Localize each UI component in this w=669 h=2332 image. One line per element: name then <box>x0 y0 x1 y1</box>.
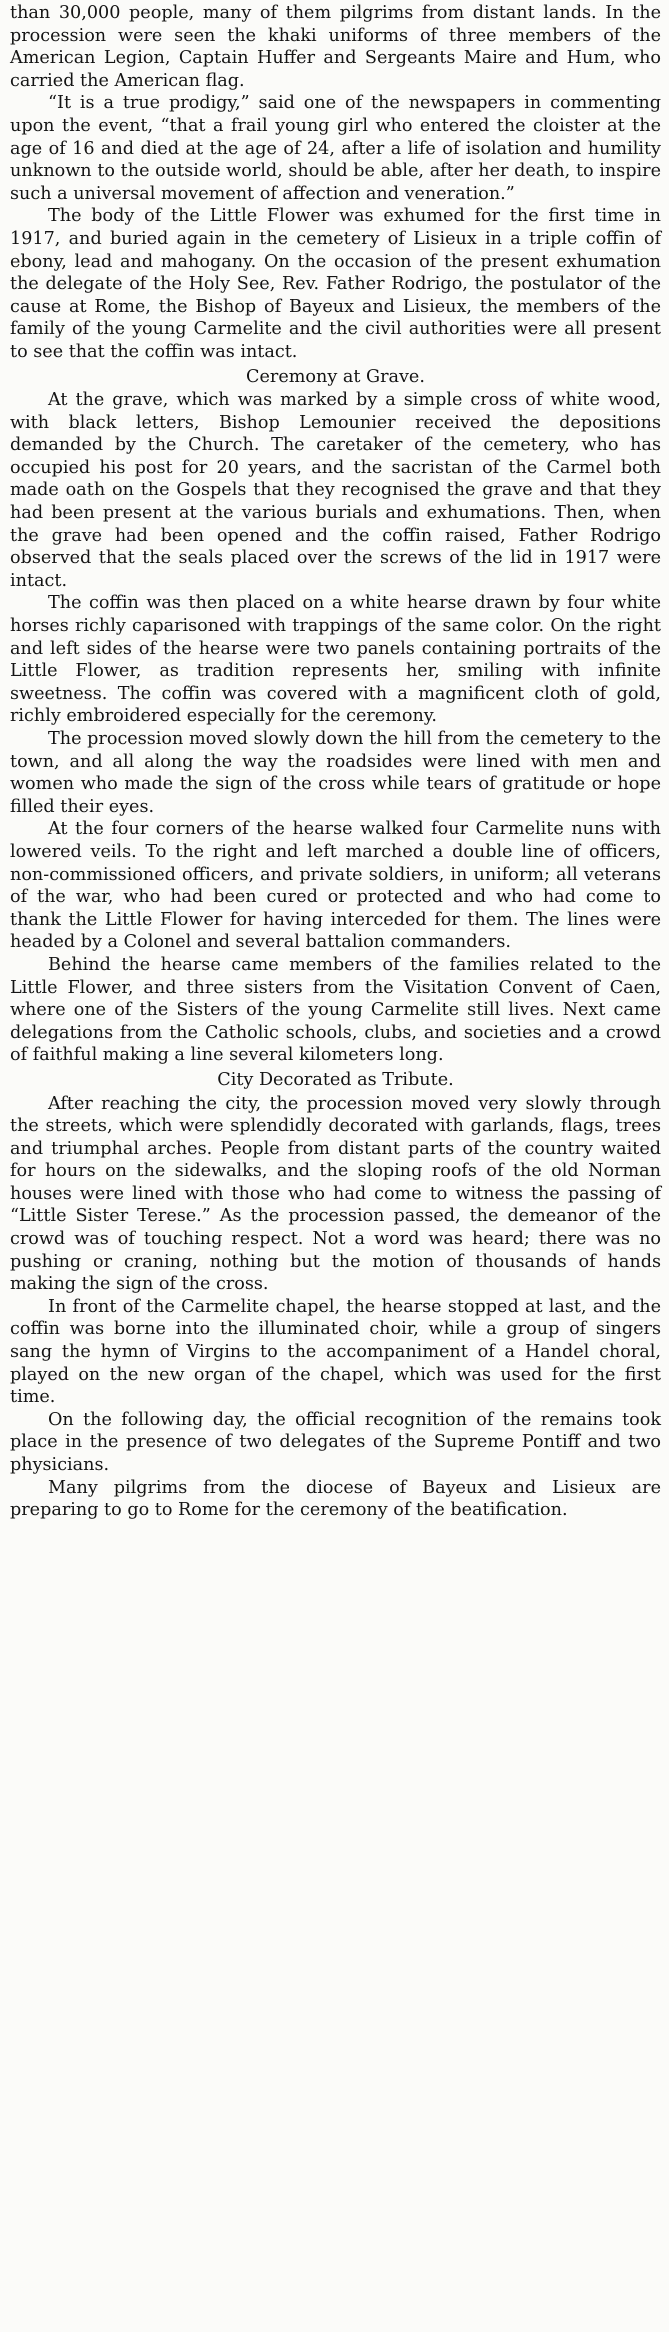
paragraph-carmelite-chapel: In front of the Carmelite chapel, the hearse stopped at last, and the coffin was borne into the illuminated choir, while a group of singers sang the hymn of Virgins to the accompaniment of a Handel choral, played on the new organ of the chapel, which was used for the first time. <box>10 1296 661 1408</box>
paragraph-procession-crowd: than 30,000 people, many of them pilgrims from distant lands. In the procession were seen the khaki uniforms of three members of the American Legion, Captain Huffer and Sergeants Maire and Hum, who carried the American flag. <box>10 3 661 91</box>
paragraph-grave-depositions: At the grave, which was marked by a simple cross of white wood, with black letters, Bishop Lemounier received the depositions demanded by the Church. The caretaker of the cemetery, who has occupied his post for 20 years, and the sacristan of the Carmel both made oath on the Gospels that they recognised the grave and that they had been present at the various burials and exhumations. Then, when the grave had been opened and the coffin raised, Father Rodrigo observed that the seals placed over the screws of the lid in 1917 were intact. <box>10 390 661 591</box>
paragraph-pilgrims-rome: Many pilgrims from the diocese of Bayeux and Lisieux are preparing to go to Rome for the ceremony of the beatification. <box>10 1477 661 1521</box>
subheading-city-decorated: City Decorated as Tribute. <box>217 1069 454 1090</box>
paragraph-procession-hill: The procession moved slowly down the hill from the cemetery to the town, and all along the way the roadsides were lined with men and women who made the sign of the cross while tears of gratitude or hope filled their eyes. <box>10 729 661 817</box>
paragraph-families: Behind the hearse came members of the families related to the Little Flower, and three sisters from the Visitation Convent of Caen, where one of the Sisters of the young Carmelite still lives. Next came delegations from the Catholic schools, clubs, and societies and a crowd of faithful making a line several kilometers long. <box>10 954 661 1066</box>
paragraph-official-recognition: On the following day, the official recognition of the remains took place in the presence of two delegates of the Supreme Pontiff and two physicians. <box>10 1409 661 1475</box>
subheading-ceremony-at-grave: Ceremony at Grave. <box>246 366 425 387</box>
paragraph-carmelite-nuns: At the four corners of the hearse walked four Carmelite nuns with lowered veils. To the right and left marched a double line of officers, non-commissioned officers, and private soldiers, in uniform; all veterans of the war, who had been cured or protected and who had come to thank the Little Flower for having interceded for them. The lines were headed by a Colonel and several battalion commanders. <box>10 819 661 953</box>
paragraph-newspaper-quote: “It is a true prodigy,” said one of the newspapers in commenting upon the event, “that a frail young girl who entered the cloister at the age of 16 and died at the age of 24, after a life of isolation and humility unknown to the outside world, should be able, after her death, to inspire such a universal movement of affection and veneration.” <box>10 93 661 204</box>
paragraph-city-streets: After reaching the city, the procession moved very slowly through the streets, which were splendidly decorated with garlands, flags, trees and triumphal arches. People from distant parts of the country waited for hours on the sidewalks, and the sloping roofs of the old Norman houses were lined with those who had come to witness the passing of “Little Sister Terese.” As the procession passed, the demeanor of the crowd was of touching respect. Not a word was heard; there was no pushing or craning, nothing but the motion of thousands of hands making the sign of the cross. <box>10 1093 661 1295</box>
paragraph-exhumation: The body of the Little Flower was exhumed for the first time in 1917, and buried again in the cemetery of Lisieux in a triple coffin of ebony, lead and mahogany. On the occasion of the present exhumation the delegate of the Holy See, Rev. Father Rodrigo, the postulator of the cause at Rome, the Bishop of Bayeux and Lisieux, the members of the family of the young Carmelite and the civil authorities were all present to see that the coffin was intact. <box>10 206 661 362</box>
paragraph-white-hearse: The coffin was then placed on a white hearse drawn by four white horses richly caparisoned with trappings of the same color. On the right and left sides of the hearse were two panels containing portraits of the Little Flower, as tradition represents her, smiling with infinite sweetness. The coffin was covered with a magnificent cloth of gold, richly embroidered especially for the ceremony. <box>10 593 661 727</box>
